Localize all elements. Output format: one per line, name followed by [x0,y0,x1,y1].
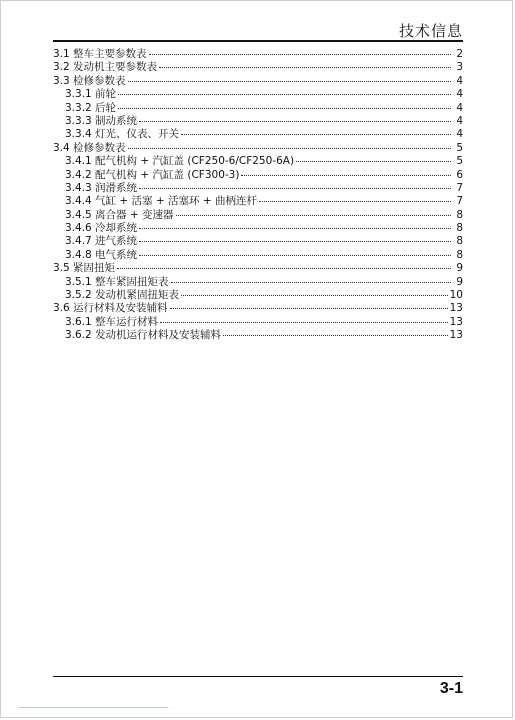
toc-entry-page: 8 [456,222,463,235]
toc-entry-page: 13 [449,302,463,315]
toc-entry-page: 5 [456,155,463,168]
toc-entry-title: 3.4.1 配气机构 + 汽缸盖 (CF250-6/CF250-6A) [65,155,295,168]
toc-entry-title: 3.3.2 后轮 [65,101,117,114]
section-title: 技术信息 [398,22,463,40]
toc-leader-dots [171,273,451,283]
toc-entry-title: 3.4.5 离合器 + 变速器 [65,208,174,221]
toc-entry-title: 3.3 检修参数表 [53,74,126,87]
toc-leader-dots [241,166,451,176]
toc-entry-title: 3.4.4 气缸 + 活塞 + 活塞环 + 曲柄连杆 [65,195,257,208]
toc-leader-dots [128,139,451,149]
toc-entry-page: 13 [449,315,463,328]
footer-rule [53,676,463,677]
toc-leader-dots [118,99,451,109]
toc-entry-page: 10 [449,289,463,302]
toc-leader-dots [117,259,451,269]
toc-entry-title: 3.5.2 发动机紧固扭矩表 [65,289,180,302]
toc-entry-title: 3.6.2 发动机运行材料及安装辅料 [65,329,222,342]
toc-entry-title: 3.2 发动机主要参数表 [53,61,158,74]
toc-entry-page: 9 [456,275,463,288]
toc-entry-page: 3 [456,61,463,74]
toc-entry-title: 3.4.3 润滑系统 [65,181,138,194]
toc-leader-dots [223,326,448,336]
toc-entry-page: 7 [456,195,463,208]
toc-entry-page: 8 [456,248,463,261]
toc-entry-title: 3.6 运行材料及安装辅料 [53,302,168,315]
toc-entry-page: 4 [456,74,463,87]
toc-leader-dots [149,45,451,55]
toc-leader-dots [181,125,451,135]
toc-entry-title: 3.4.8 电气系统 [65,248,138,261]
toc-entry-page: 4 [456,88,463,101]
toc-entry-page: 8 [456,235,463,248]
header-rule [53,40,463,42]
toc-entry-page: 6 [456,168,463,181]
footer-underline [18,707,168,708]
toc-entry-title: 3.4 检修参数表 [53,141,126,154]
toc-leader-dots [139,112,451,122]
toc-entry-title: 3.6.1 整车运行材料 [65,315,159,328]
toc-leader-dots [139,246,451,256]
toc-entry-title: 3.4.7 进气系统 [65,235,138,248]
toc-entry-page: 7 [456,181,463,194]
toc-leader-dots [259,192,451,202]
toc-leader-dots [139,219,451,229]
toc-entry-page: 4 [456,101,463,114]
toc-entry-page: 4 [456,114,463,127]
toc-entry[interactable] [53,328,463,341]
toc-leader-dots [139,232,451,242]
toc-entry-page: 4 [456,128,463,141]
toc-entry-title: 3.3.1 前轮 [65,88,117,101]
page-number: 3-1 [439,680,463,697]
toc-entry-page: 13 [449,329,463,342]
toc-entry-title: 3.1 整车主要参数表 [53,48,147,60]
toc-entry-title: 3.5 紧固扭矩 [53,262,116,275]
toc-entry-page: 2 [456,48,463,60]
toc-entry-title: 3.3.4 灯光、仪表、开关 [65,128,180,141]
table-of-contents [53,47,463,342]
toc-entry-page: 8 [456,208,463,221]
toc-leader-dots [160,313,448,323]
toc-entry-title: 3.3.3 制动系统 [65,114,138,127]
toc-leader-dots [139,179,451,189]
toc-leader-dots [159,58,451,68]
toc-entry-page: 5 [456,141,463,154]
toc-leader-dots [181,286,448,296]
toc-leader-dots [296,152,451,162]
toc-entry-page: 9 [456,262,463,275]
toc-leader-dots [118,85,451,95]
toc-entry-title: 3.4.6 冷却系统 [65,222,138,235]
toc-leader-dots [170,299,448,309]
toc-entry-title: 3.5.1 整车紧固扭矩表 [65,275,169,288]
toc-leader-dots [176,206,451,216]
toc-entry-title: 3.4.2 配气机构 + 汽缸盖 (CF300-3) [65,168,240,181]
toc-leader-dots [128,72,451,82]
